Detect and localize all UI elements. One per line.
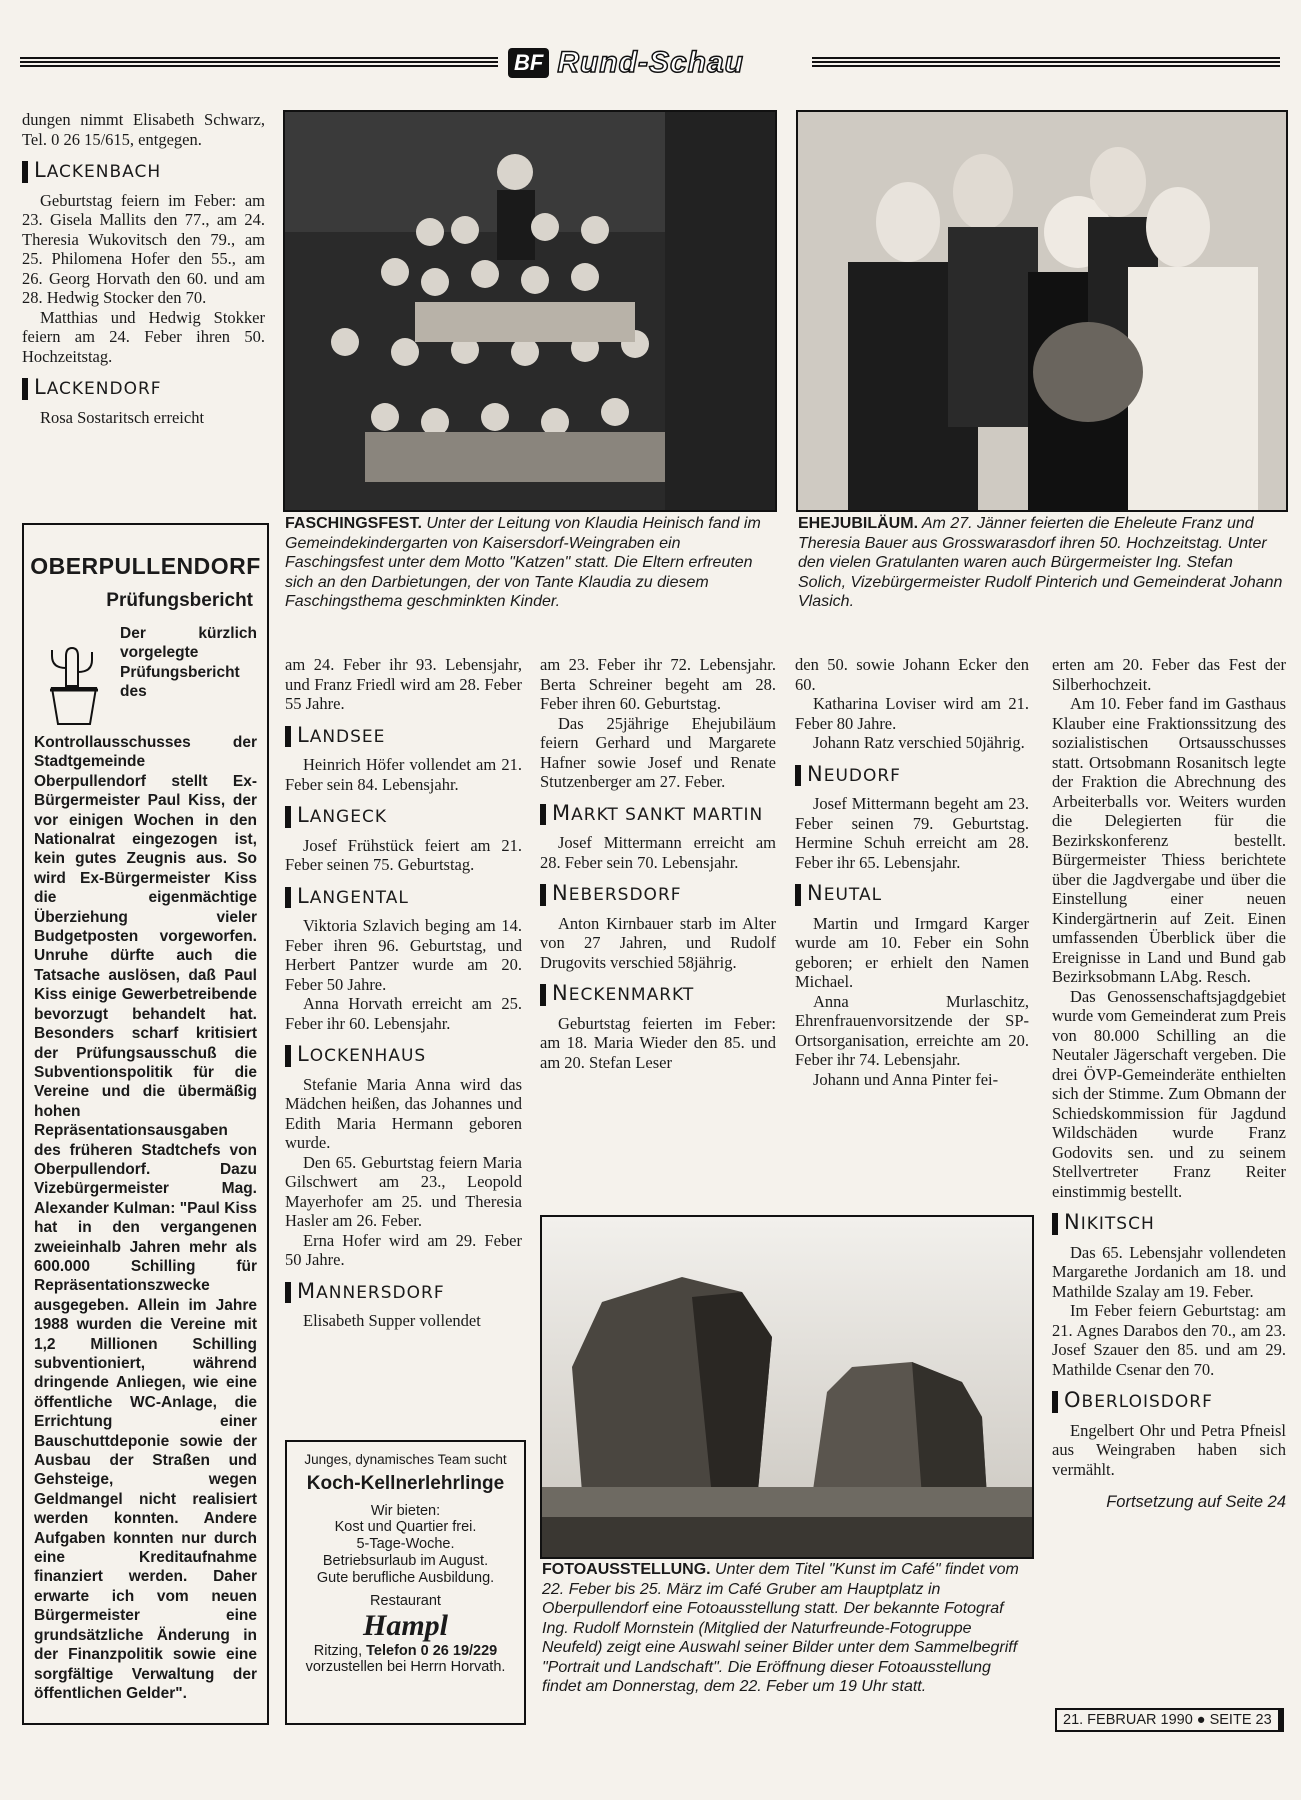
cactus-icon bbox=[34, 628, 114, 733]
ad-line1: Junges, dynamisches Team sucht bbox=[304, 1452, 507, 1467]
col5-intro: erten am 20. Feber das Fest der Silberhochzeit. bbox=[1052, 655, 1286, 694]
col2-lockenhaus-p3: Erna Hofer wird am 29. Feber 50 Jahre. bbox=[285, 1230, 522, 1269]
col2-langeck-p1: Josef Frühstück feiert am 21. Feber seinen 75. Geburtstag. bbox=[285, 835, 522, 874]
col5-intro2: Am 10. Feber fand im Gasthaus Klauber eine Fraktionssitzung des sozialistischen Ortsausschusses statt. Ortsobmann Rosanitsch legte der Fraktion die Abrechnung des Arbeiterballs vor. Weiters wurden die Delegierten für die Bezirkskonferenz bestellt. Bürgermeister Thiess berichtete über die Jagdvergabe und über die Einstellung einer neuen Kindergärtnerin auf Zeit. Einen umfassenden Überblick über die Ereignisse in Land und Bund gab Bezirksobmann LAbg. Resch. bbox=[1052, 694, 1286, 986]
footer-date: 21. FEBRUAR 1990 bbox=[1063, 1712, 1193, 1728]
caption-faschingsfest-head: FASCHINGSFEST. bbox=[285, 515, 422, 532]
col4-neudorf-p1: Josef Mittermann begeht am 23. Feber seinen 79. Geburtstag. Hermine Schuh erreicht am 28. Feber ihr 65. Lebensjahr. bbox=[795, 794, 1029, 872]
col5-oberloisdorf-p1: Engelbert Ohr und Petra Pfneisl aus Weingraben haben sich vermählt. bbox=[1052, 1420, 1286, 1479]
col2-lockenhaus-p2: Den 65. Geburtstag feiern Maria Gilschwert am 23., Leopold Mayerhofer am 25. und Theresia Hasler am 26. Feber. bbox=[285, 1152, 522, 1230]
column-5 bbox=[1052, 655, 1286, 1513]
col5-nikitsch-p2: Im Feber feiern Geburtstag: am 21. Agnes Darabos den 70., am 23. Josef Szauer den 85. und am 29. Mathilde Csenar den 70. bbox=[1052, 1301, 1286, 1379]
ad-koch-kellnerlehrlinge bbox=[285, 1440, 526, 1725]
col5-nikitsch-p1: Das 65. Lebensjahr vollendeten Margarethe Jordanich am 18. und Mathilde Szalay am 19. Feber. bbox=[1052, 1242, 1286, 1301]
col2-lockenhaus-p1: Stefanie Maria Anna wird das Mädchen heißen, das Johannes und Edith Maria Hermann geboren wurde. bbox=[285, 1074, 522, 1152]
masthead bbox=[508, 46, 808, 80]
heading-mannersdorf: MANNERSDORF bbox=[285, 1282, 522, 1304]
col2-intro: am 24. Feber ihr 93. Lebensjahr, und Franz Friedl wird am 28. Feber 55 Jahre. bbox=[285, 655, 522, 713]
sidebar-title: OBERPULLENDORF bbox=[30, 553, 261, 579]
ad-offer-title: Wir bieten: bbox=[370, 1503, 441, 1519]
column-1 bbox=[22, 110, 265, 427]
col1-lackenbach-p1: Geburtstag feiern im Feber: am 23. Gisela Mallits den 77., am 24. Theresia Wukovitsch den 79., am 25. Philomena Hofer den 55., am 26. Georg Horvath den 60. und am 28. Hedwig Stocker den 70. bbox=[22, 190, 265, 307]
heading-langeck: LANGECK bbox=[285, 806, 522, 828]
ad-offer-4: Gute berufliche Ausbildung. bbox=[316, 1570, 495, 1586]
col4-intro3: Johann Ratz verschied 50jährig. bbox=[813, 733, 1025, 752]
ad-offer-1: Kost und Quartier frei. bbox=[334, 1519, 477, 1535]
photo-ehejubilaeum bbox=[796, 110, 1288, 512]
col4-neutal-p3: Johann und Anna Pinter fei- bbox=[813, 1069, 999, 1089]
col1-lackendorf-p1: Rosa Sostaritsch erreicht bbox=[40, 407, 205, 427]
column-4 bbox=[795, 655, 1029, 1089]
caption-fotoausstellung bbox=[542, 1560, 1030, 1697]
header-rule-left bbox=[20, 55, 498, 67]
col2-langental-p1: Viktoria Szlavich beging am 14. Feber ihren 96. Geburtstag, und Herbert Pantzer wurde am 20. Feber 50 Jahre. bbox=[285, 916, 522, 994]
footer-bullet: ● bbox=[1196, 1712, 1206, 1728]
ad-headline: Koch-Kellnerlehrlinge bbox=[306, 1473, 505, 1494]
masthead-title: Rund-Schau bbox=[557, 46, 744, 79]
heading-landsee: LANDSEE bbox=[285, 726, 522, 748]
col2-landsee-p1: Heinrich Höfer vollendet am 21. Feber sein 84. Lebensjahr. bbox=[285, 755, 522, 794]
heading-neudorf: NEUDORF bbox=[795, 765, 1029, 787]
col1-intro: dungen nimmt Elisabeth Schwarz, Tel. 0 26 15/615, entgegen. bbox=[22, 110, 265, 149]
heading-langental: LANGENTAL bbox=[285, 887, 522, 909]
heading-markt-sankt-martin: MARKT SANKT MARTIN bbox=[540, 804, 776, 826]
caption-faschingsfest bbox=[285, 514, 773, 612]
ad-contact: vorzustellen bei Herrn Horvath. bbox=[305, 1659, 506, 1675]
ad-offer-3: Betriebsurlaub im August. bbox=[322, 1553, 489, 1569]
heading-oberloisdorf: OBERLOISDORF bbox=[1052, 1391, 1286, 1413]
heading-lockenhaus: LOCKENHAUS bbox=[285, 1045, 522, 1067]
heading-lackenbach: LACKENBACH bbox=[22, 161, 265, 183]
caption-fotoausstellung-head: FOTOAUSSTELLUNG. bbox=[542, 1561, 711, 1578]
heading-nebersdorf: NEBERSDORF bbox=[540, 884, 776, 906]
col5-intro3: Das Genossenschaftsjagdgebiet wurde vom Gemeinderat zum Preis von 80.000 Schilling an die Neutaler Jägerschaft vergeben. Die drei ÖVP-Gemeinderäte enthielten sich der Stimme. Zum Obmann der Schiedskommission für Jagdund Wildschäden wurde Franz Godovits sen. und zu seinem Stellvertreter Franz Reiter einstimmig bestellt. bbox=[1052, 986, 1286, 1201]
photo-fotoausstellung-image bbox=[542, 1217, 1032, 1557]
col4-neutal-p1: Martin und Irmgard Karger wurde am 10. Feber ein Sohn geboren; er erhielt den Namen Michael. bbox=[795, 913, 1029, 991]
col3-msm-p1: Josef Mittermann erreicht am 28. Feber sein 70. Lebensjahr. bbox=[540, 833, 776, 872]
footer-date-page bbox=[1055, 1708, 1284, 1732]
sidebar-body: Der kürzlich vorgelegte Prüfungsbericht des Kontrollausschusses der Stadtgemeinde Oberpullendorf stellt Ex-Bürgermeister Paul Kiss, der vor einigen Wochen in den Nationalrat eingezogen ist, kein gutes Zeugnis aus. So wird Ex-Bürgermeister Kiss die eigenmächtige Überziehung vieler Budgetposten vorgeworfen. Unruhe dürfte auch die Tatsache auslösen, daß Paul Kiss einige Gewerbetreibende bevorzugt behandelt hat. Besonders scharf kritisiert der Prüfungsausschuß die Subventionspolitik für die Vereine und die übermäßig hohen Repräsentationsausgaben des früheren Stadtchefs von Oberpullendorf. Dazu Vizebürgermeister Mag. Alexander Kulman: "Paul Kiss hat in den vergangenen zweieinhalb Jahren mehr als 600.000 Schilling für Repräsentationszwecke ausgegeben. Allein im Jahre 1988 wurden die Vereine mit 1,2 Millionen Schilling subventioniert, während dringende Anliegen, wie eine öffentliche WC-Anlage, die Errichtung einer Bauschuttdeponie sowie der Ausbau der Straßen und Gehsteige, wegen Geldmangel nicht realisiert werden konnten. Andere Aufgaben konnten nur durch eine Kreditaufnahme finanziert werden. Daher erwarte ich vom neuen Bürgermeister eine grundsätzliche Änderung in der Finanzpolitik sowie eine sorgfältige Verwaltung der öffentlichen Gelder". bbox=[34, 625, 257, 1702]
col2-mannersdorf-p1: Elisabeth Supper vollendet bbox=[303, 1311, 481, 1330]
caption-faschingsfest-text: Unter der Leitung von Klaudia Heinisch fand im Gemeindekindergarten von Kaisersdorf-Weingraben ein Faschingsfest unter dem Motto "Katzen" statt. Die Eltern erfreuten sich an den Darbietungen, der von Tante Klaudia zu diesem Faschingsthema geschminkten Kinder. bbox=[285, 515, 761, 610]
caption-fotoausstellung-text: Unter dem Titel "Kunst im Café" findet vom 22. Feber bis 25. März im Café Gruber am Hauptplatz in Oberpullendorf eine Fotoausstellung statt. Der bekannte Fotograf Ing. Rudolf Mornstein (Mitglied der Naturfreunde-Fotogruppe Neufeld) zeigt eine Auswahl seiner Bilder unter dem Sammelbegriff "Portrait und Landschaft". Die Eröffnung dieser Fotoausstellung findet am Donnerstag, dem 22. Feber um 19 Uhr statt. bbox=[542, 1561, 1019, 1695]
col2-langental-p2: Anna Horvath erreicht am 25. Feber ihr 60. Lebensjahr. bbox=[285, 994, 522, 1033]
column-2 bbox=[285, 655, 522, 1331]
col1-lackenbach-p2: Matthias und Hedwig Stokker feiern am 24. Feber ihren 50. Hochzeitstag. bbox=[22, 307, 265, 366]
ad-phone: Telefon 0 26 19/229 bbox=[366, 1643, 498, 1659]
heading-neutal: NEUTAL bbox=[795, 884, 1029, 906]
photo-fotoausstellung bbox=[540, 1215, 1034, 1559]
col4-intro: den 50. sowie Johann Ecker den 60. bbox=[795, 655, 1029, 694]
caption-ehejubilaeum bbox=[798, 514, 1284, 612]
photo-ehejubilaeum-image bbox=[798, 112, 1286, 510]
photo-faschingsfest-image bbox=[285, 112, 775, 510]
caption-ehejubilaeum-head: EHEJUBILÄUM. bbox=[798, 515, 919, 532]
col3-intro2: Das 25jährige Ehejubiläum feiern Gerhard und Margarete Hafner sowie Josef und Renate Stutzenberger am 27. Feber. bbox=[540, 713, 776, 791]
col3-neckenmarkt-p1: Geburtstag feierten im Feber: am 18. Maria Wieder den 85. und am 20. Stefan Leser bbox=[540, 1013, 776, 1072]
heading-nikitsch: NIKITSCH bbox=[1052, 1213, 1286, 1235]
sidebar-oberpullendorf bbox=[22, 523, 269, 1725]
masthead-badge: BF bbox=[508, 48, 549, 78]
photo-faschingsfest bbox=[283, 110, 777, 512]
ad-phone-prefix: Ritzing, bbox=[313, 1643, 363, 1659]
col4-neutal-p2: Anna Murlaschitz, Ehrenfrauenvorsitzende der SP-Ortsorganisation, erreichte am 20. Feber ihr 74. Lebensjahr. bbox=[795, 991, 1029, 1069]
heading-neckenmarkt: NECKENMARKT bbox=[540, 984, 776, 1006]
footer-page: SEITE 23 bbox=[1209, 1712, 1272, 1728]
caption-ehejubilaeum-text: Am 27. Jänner feierten die Eheleute Franz und Theresia Bauer aus Grosswarasdorf ihren 50. Hochzeitstag. Unter den vielen Gratulanten waren auch Bürgermeister Ing. Stefan Solich, Vizebürgermeister Rudolf Pinterich und Gemeinderat Johann Vlasich. bbox=[798, 515, 1283, 610]
column-3 bbox=[540, 655, 776, 1072]
header-rule-right bbox=[812, 55, 1280, 67]
sidebar-subtitle: Prüfungsbericht bbox=[106, 590, 253, 611]
ad-restaurant-label: Restaurant bbox=[370, 1593, 441, 1609]
col5-continue: Fortsetzung auf Seite 24 bbox=[1106, 1493, 1286, 1511]
ad-offer-2: 5-Tage-Woche. bbox=[356, 1536, 455, 1552]
ad-phone-line bbox=[287, 1643, 524, 1659]
ad-restaurant-logo: Hampl bbox=[362, 1609, 448, 1642]
col3-nebersdorf-p1: Anton Kirnbauer starb im Alter von 27 Jahren, und Rudolf Drugovits verschied 58jährig. bbox=[540, 913, 776, 972]
col3-intro: am 23. Feber ihr 72. Lebensjahr. Berta Schreiner begeht am 28. Feber ihren 60. Geburtstag. bbox=[540, 655, 776, 713]
col4-intro2: Katharina Loviser wird am 21. Feber 80 Jahre. bbox=[795, 694, 1029, 733]
heading-lackendorf: LACKENDORF bbox=[22, 378, 265, 400]
